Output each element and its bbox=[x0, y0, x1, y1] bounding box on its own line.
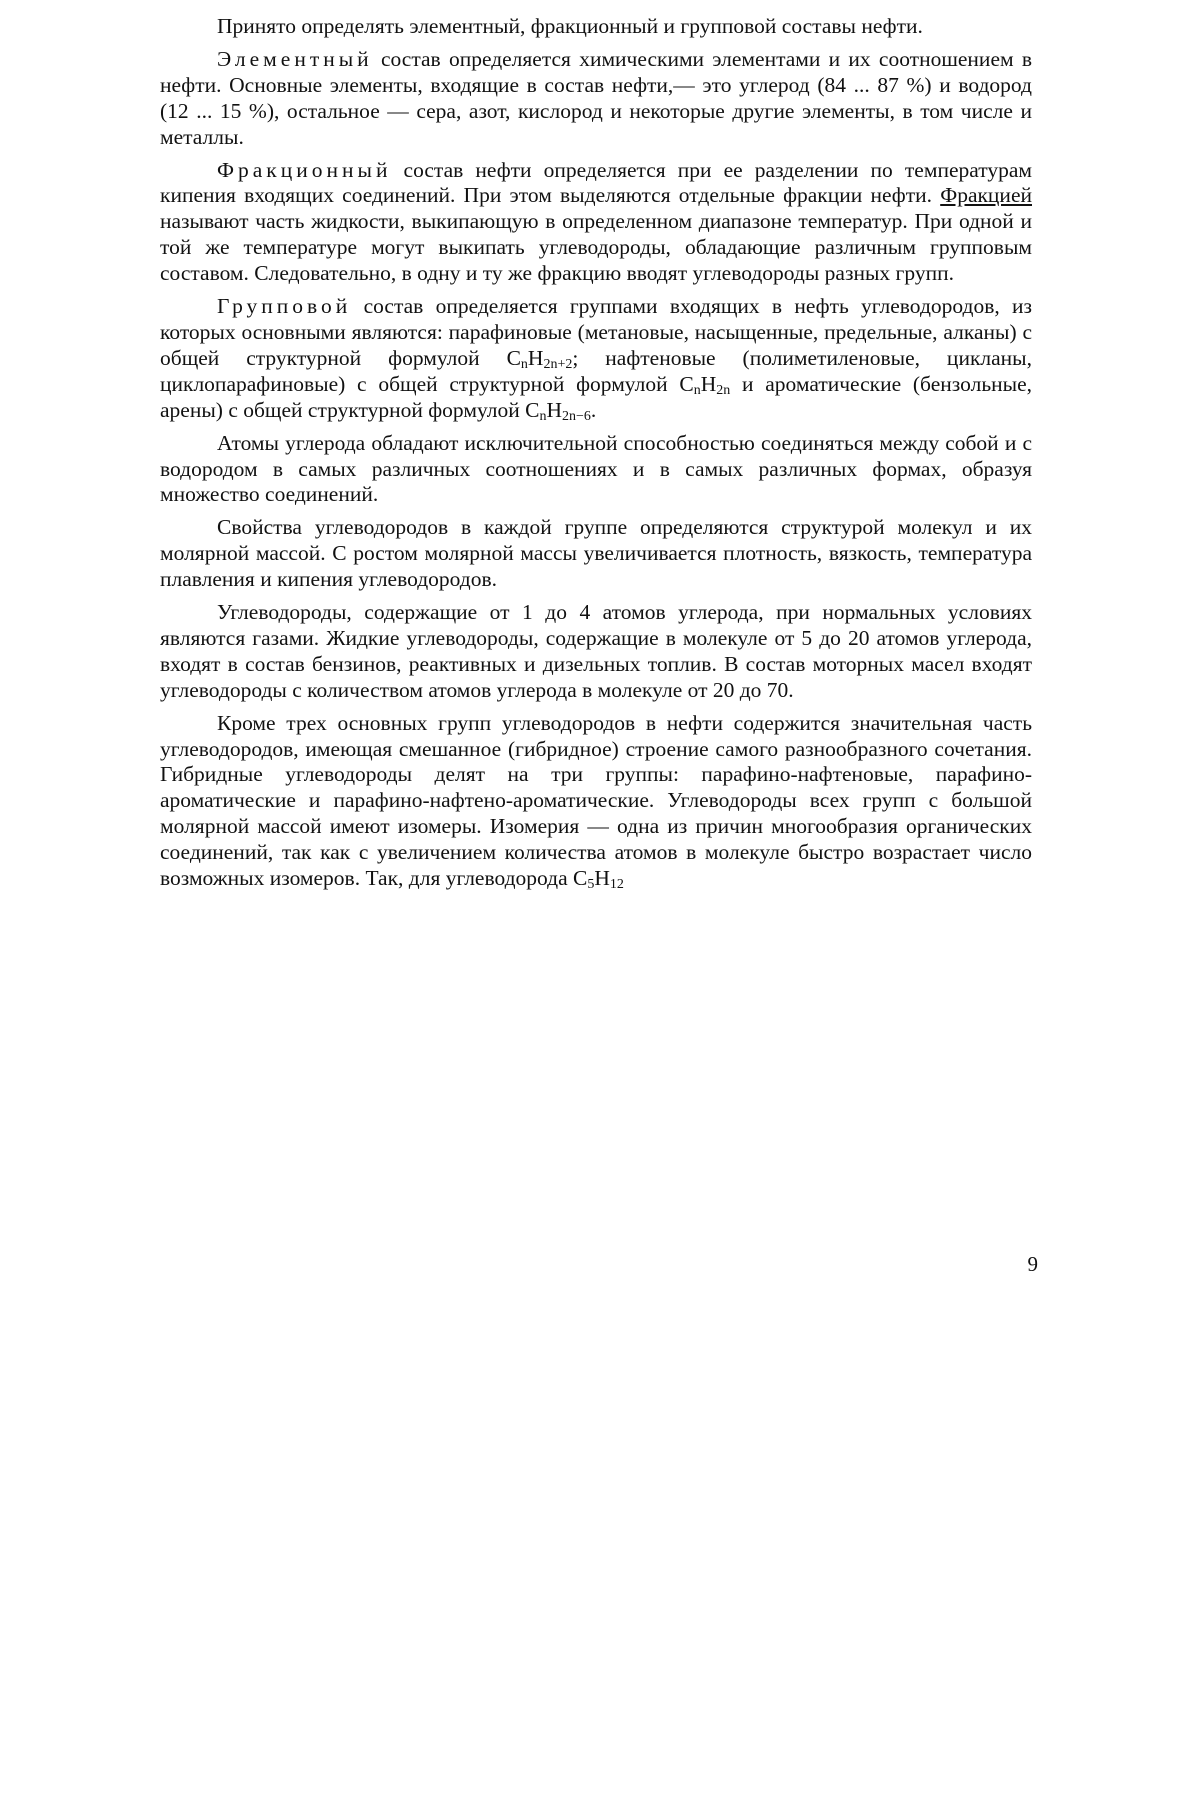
formula-text: H bbox=[546, 397, 562, 422]
paragraph-text: состав определяется группами входящих в нефть углеводородов, из которых основными являются: парафиновые (метановые, насыщенные, предельные, алканы) с общей структурной формулой C bbox=[160, 294, 1032, 370]
formula-text: H bbox=[700, 371, 717, 396]
paragraph-text: состав нефти определяется при ее разделении по температурам кипения входящих соединений. При этом выделяются отдельные фракции нефти. bbox=[160, 157, 1032, 208]
formula-subscript: 2n−6 bbox=[561, 408, 591, 424]
paragraph-text: Принято определять элементный, фракционный и групповой составы нефти. bbox=[217, 14, 923, 38]
paragraph-text: Углеводороды, содержащие от 1 до 4 атомов углерода, при нормальных условиях являются газами. Жидкие углеводороды, содержащие в молекуле от 5 до 20 атомов углерода, входят в состав бензинов, реактивных и дизельных топлив. В состав моторных масел входят углеводороды с количеством атомов углерода в молекуле от 20 до 70. bbox=[160, 600, 1032, 702]
formula-subscript: 2n bbox=[716, 382, 731, 398]
paragraph-text: ; нафтеновые (полиметиленовые, цикланы, циклопарафиновые) с общей структурной формулой C bbox=[160, 345, 1032, 396]
paragraph-group bbox=[160, 294, 1032, 424]
paragraph-hybrid bbox=[160, 711, 1032, 892]
paragraph-text: состав определяется химическими элементами и их соотношением в нефти. Основные элементы, входящие в состав нефти,— это углерод (84 ... 87 %) и водород (12 ... 15 %), остальное — сера, азот, кислород и некоторые другие элементы, в том числе и металлы. bbox=[160, 46, 1032, 149]
term-fraction-definition: Фракцией bbox=[940, 183, 1032, 208]
page-number: 9 bbox=[1027, 1252, 1038, 1276]
formula-subscript: n bbox=[693, 382, 701, 398]
paragraph-fractional bbox=[160, 158, 1032, 288]
term-group: Групповой bbox=[217, 294, 352, 319]
paragraph-text: Кроме трех основных групп углеводородов в нефти содержится значительная часть углеводородов, имеющая смешанное (гибридное) строение самого разнообразного сочетания. Гибридные углеводороды делят на три группы: парафино-нафтеновые, парафино-ароматические и парафино-нафтено-ароматические. Углеводороды всех групп с большой молярной массой имеют изомеры. Изомерия — одна из причин многообразия органических соединений, так как с увеличением количества атомов в молекуле быстро возрастает число возможных изомеров. Так, для углеводорода C bbox=[160, 710, 1032, 891]
paragraph-properties bbox=[160, 515, 1032, 593]
paragraph-text: и ароматические (бензольные, арены) с общей структурной формулой C bbox=[160, 371, 1033, 422]
formula-subscript: 2n+2 bbox=[543, 356, 573, 372]
paragraph-carbon-atoms bbox=[160, 431, 1032, 509]
paragraph-elemental bbox=[160, 47, 1032, 151]
formula-text: H bbox=[527, 345, 544, 370]
paragraph-text: называют часть жидкости, выкипающую в определенном диапазоне температур. При одной и той же температуре могут выкипать углеводороды, обладающие различным групповым составом. Следовательно, в одну и ту же фракцию вводят углеводороды разных групп. bbox=[160, 209, 1032, 286]
formula-subscript: 5 bbox=[587, 877, 595, 893]
formula-subscript: n bbox=[520, 356, 528, 372]
paragraph-text: Атомы углерода обладают исключительной способностью соединяться между собой и с водородом в самых различных соотношениях и в самых различных формах, образуя множество соединений. bbox=[160, 430, 1032, 507]
formula-subscript: n bbox=[539, 408, 547, 424]
formula-text: H bbox=[594, 866, 610, 891]
term-elemental: Элементный bbox=[217, 46, 373, 71]
paragraph-text: Свойства углеводородов в каждой группе определяются структурой молекул и их молярной массой. С ростом молярной массы увеличивается плотность, вязкость, температура плавления и кипения углеводородов. bbox=[160, 515, 1032, 592]
paragraph-carbon-counts bbox=[160, 600, 1032, 704]
paragraph-compositions bbox=[160, 14, 1032, 40]
body-text bbox=[160, 14, 1032, 899]
paragraph-text: . bbox=[590, 397, 597, 422]
formula-subscript: 12 bbox=[609, 877, 624, 893]
term-fractional: Фракционный bbox=[217, 157, 392, 182]
